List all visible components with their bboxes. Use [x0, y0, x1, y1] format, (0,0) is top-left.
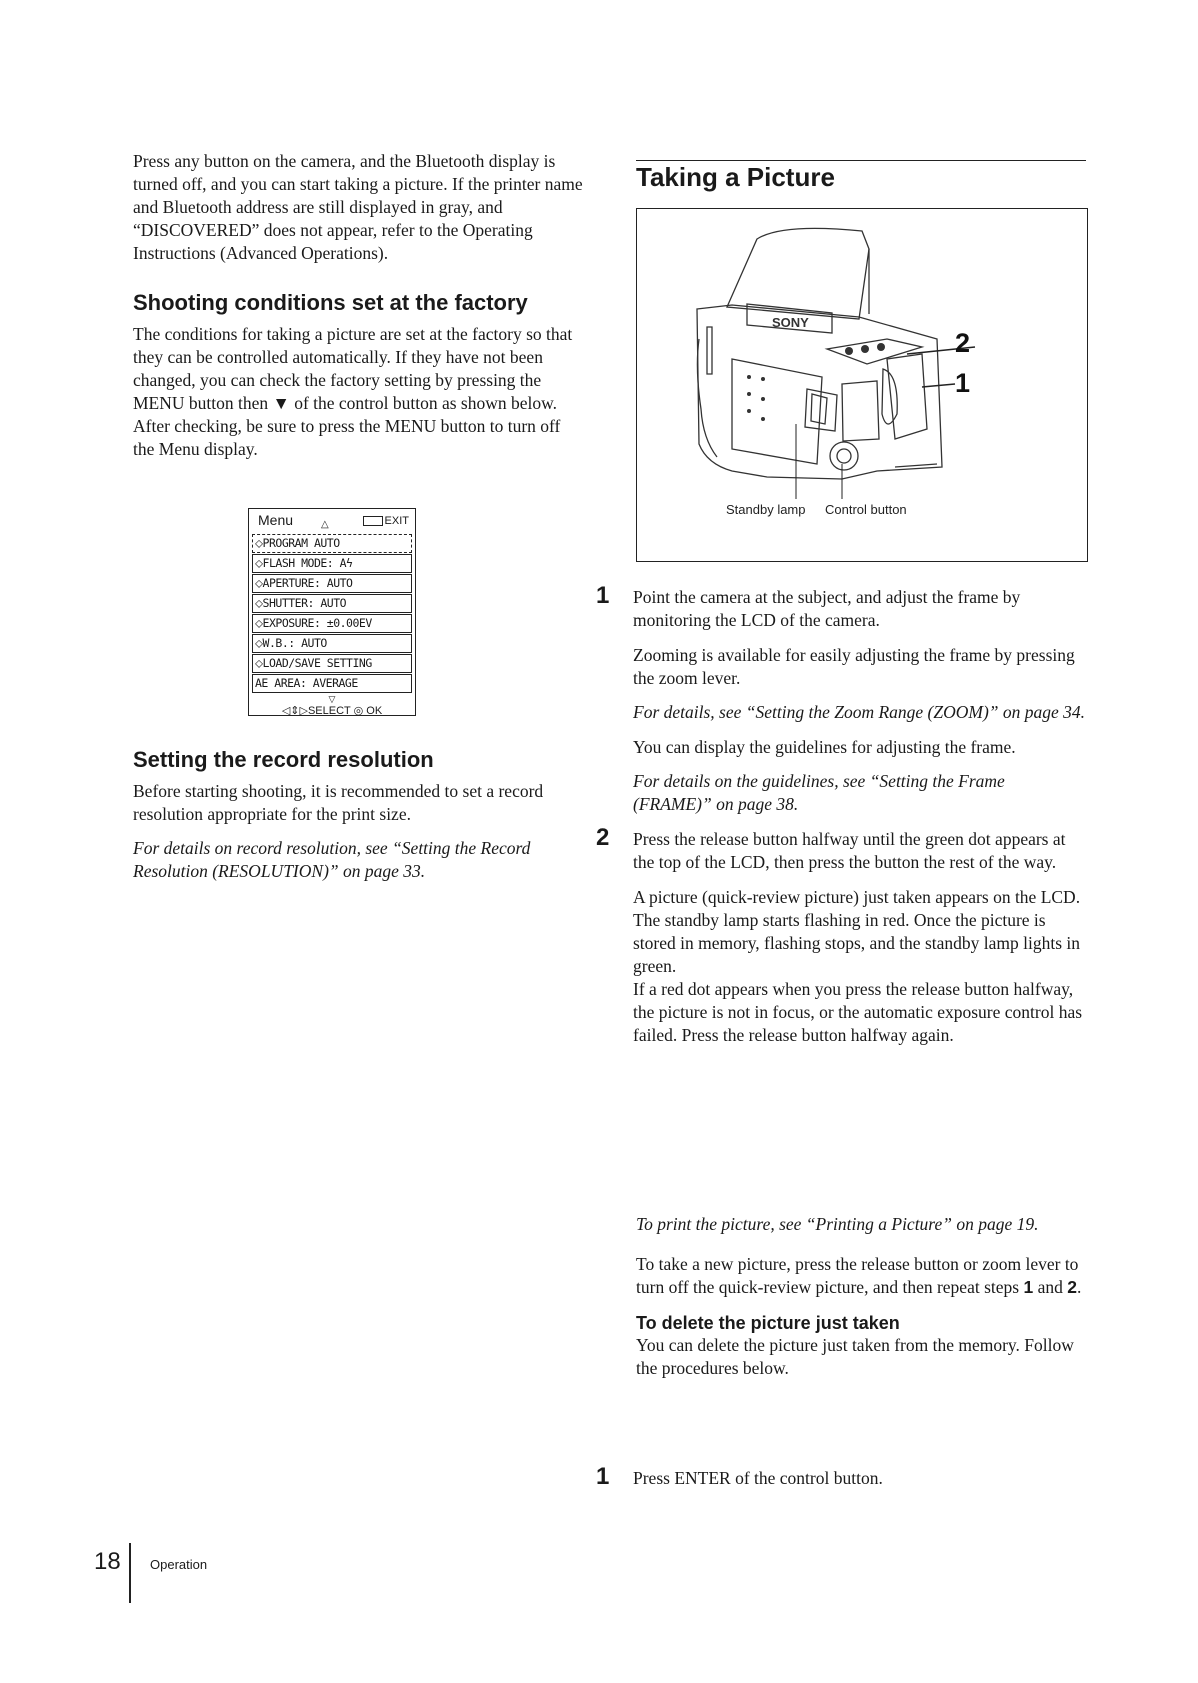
- step-1-guidelines-reference: For details on the guidelines, see “Setting the Frame (FRAME)” on page 38.: [633, 771, 1005, 814]
- menu-footer-label: ◁⇕▷SELECT ◎ OK: [281, 705, 383, 717]
- control-button-label: Control button: [825, 502, 907, 517]
- menu-item: ⬦EXPOSURE: ±0.00EV: [252, 614, 412, 633]
- menu-title: Menu: [258, 512, 294, 528]
- step-number: 2: [596, 824, 610, 851]
- step-1-zoom: Zooming is available for easily adjusting the frame by pressing the zoom lever.: [633, 645, 1075, 688]
- factory-heading: Shooting conditions set at the factory: [133, 290, 528, 315]
- menu-item: ⬦LOAD/SAVE SETTING: [252, 654, 412, 673]
- callout-2: 2: [955, 328, 971, 358]
- left-column: [133, 150, 583, 461]
- camera-illustration: [637, 209, 1087, 561]
- intro-paragraph: Press any button on the camera, and the Bluetooth display is turned off, and you can start taking a picture. If the printer name and Bluetooth address are still displayed in gray, and “DISCOVERED” does not appear, refer to the Operating Instructions (Advanced Operations).: [133, 151, 583, 263]
- menu-footer: [249, 695, 415, 717]
- new-picture-paragraph: [636, 1253, 1086, 1299]
- step-number: 1: [596, 582, 610, 609]
- up-arrow-icon: △: [321, 519, 329, 530]
- menu-exit: [363, 515, 409, 527]
- page-title: Taking a Picture: [636, 162, 835, 192]
- camera-figure: [636, 208, 1088, 562]
- delete-heading: To delete the picture just taken: [636, 1313, 900, 1333]
- step-2: [596, 824, 1086, 1047]
- menu-exit-label: EXIT: [384, 515, 409, 527]
- resolution-paragraph: Before starting shooting, it is recommended to set a record resolution appropriate for the print size.: [133, 781, 544, 824]
- delete-step-1: [596, 1463, 1086, 1490]
- step-1-guidelines: You can display the guidelines for adjusting the frame.: [633, 737, 1016, 757]
- menu-item: ⬦FLASH MODE: Aϟ: [252, 554, 412, 573]
- menu-item: ⬦W.B.: AUTO: [252, 634, 412, 653]
- menu-item: ⬦SHUTTER: AUTO: [252, 594, 412, 613]
- step-2-detail-focus: If a red dot appears when you press the release button halfway, the picture is not in focus, or the automatic exposure control has failed. Press the release button halfway again.: [633, 979, 1083, 1045]
- resolution-reference: For details on record resolution, see “Setting the Record Resolution (RESOLUTION)” on page 33.: [133, 838, 531, 881]
- callout-1: 1: [955, 368, 971, 398]
- menu-display: [248, 508, 416, 716]
- new-picture-end: .: [1076, 1277, 1082, 1297]
- section-label: Operation: [150, 1557, 208, 1572]
- step-1: [596, 582, 1086, 816]
- step-ref-1: 1: [1023, 1277, 1034, 1297]
- brand-logo: SONY: [772, 315, 809, 330]
- down-arrow-icon: ▽: [328, 694, 336, 704]
- delete-paragraph: You can delete the picture just taken from the memory. Follow the procedures below.: [636, 1335, 1074, 1378]
- steps-area: [596, 582, 1086, 1047]
- page-number: 18: [94, 1548, 121, 1575]
- menu-button-icon: [363, 516, 383, 526]
- new-picture-and: and: [1033, 1277, 1068, 1297]
- resolution-section: [133, 746, 583, 883]
- delete-step-1-text: Press ENTER of the control button.: [633, 1468, 883, 1488]
- step-number: 1: [596, 1463, 610, 1490]
- footer-divider: [129, 1543, 131, 1603]
- menu-item: ⬦PROGRAM AUTO: [252, 534, 412, 553]
- factory-paragraph: The conditions for taking a picture are set at the factory so that they can be controlled automatically. If they have not been changed, you can check the factory setting by pressing the MENU button then ▼ of the control button as shown below. After checking, be sure to press the MENU button to turn off the Menu display.: [133, 324, 573, 459]
- print-reference: To print the picture, see “Printing a Picture” on page 19.: [636, 1214, 1039, 1234]
- menu-item: AE AREA: AVERAGE: [252, 674, 412, 693]
- title-rule: [636, 160, 1086, 161]
- menu-item: ⬦APERTURE: AUTO: [252, 574, 412, 593]
- resolution-heading: Setting the record resolution: [133, 747, 434, 772]
- step-ref-2: 2: [1067, 1277, 1077, 1297]
- step-2-text: Press the release button halfway until the green dot appears at the top of the LCD, then press the button the rest of the way.: [633, 829, 1066, 872]
- menu-header: [249, 509, 415, 533]
- after-steps: [636, 1213, 1086, 1380]
- step-1-zoom-reference: For details, see “Setting the Zoom Range (ZOOM)” on page 34.: [633, 702, 1086, 722]
- step-2-detail: A picture (quick-review picture) just taken appears on the LCD. The standby lamp starts flashing in red. Once the picture is stored in memory, flashing stops, and the standby lamp lights in green.: [633, 887, 1081, 976]
- step-1-text: Point the camera at the subject, and adjust the frame by monitoring the LCD of the camera.: [633, 587, 1021, 630]
- new-picture-text: To take a new picture, press the release button or zoom lever to turn off the quick-review picture, and then repeat steps: [636, 1254, 1079, 1297]
- standby-lamp-label: Standby lamp: [726, 502, 806, 517]
